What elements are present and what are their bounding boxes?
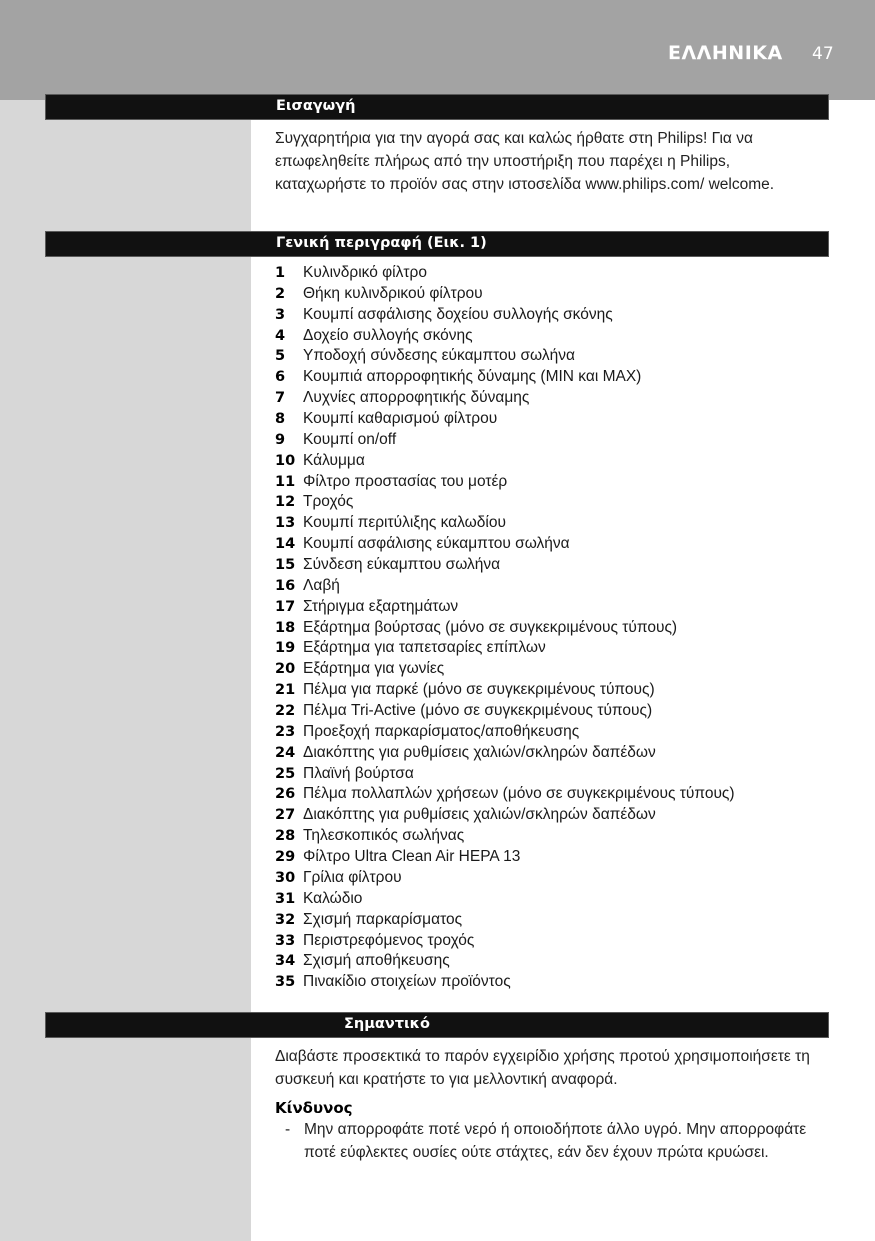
part-label: Θήκη κυλινδρικού φίλτρου [303,284,483,302]
part-label: Καλώδιο [303,889,363,907]
part-label: Πινακίδιο στοιχείων προϊόντος [303,973,511,991]
part-list-item [275,868,735,889]
part-number: 3 [275,306,286,323]
part-list-item [275,367,735,388]
part-number: 22 [275,703,296,720]
part-label: Κυλινδρικό φίλτρο [303,264,427,281]
part-number: 1 [275,265,286,281]
part-number: 7 [275,390,286,407]
part-list-item [275,951,735,972]
section-bar-general-description [45,231,829,257]
part-number: 2 [275,285,286,302]
part-list-item [275,764,735,785]
part-list-item [275,492,735,513]
part-list-item [275,847,735,868]
part-list-item [275,910,735,931]
part-list-item [275,305,735,326]
parts-list [275,263,735,993]
part-list-item [275,743,735,764]
part-label: Σχισμή αποθήκευσης [303,952,450,970]
part-list-item [275,701,735,722]
part-number: 33 [275,932,296,949]
part-label: Διακόπτης για ρυθμίσεις χαλιών/σκληρών δαπέδων [303,806,656,824]
part-label: Λαβή [303,576,340,594]
part-number: 30 [275,869,296,886]
part-list-item [275,576,735,597]
part-label: Περιστρεφόμενος τροχός [303,931,475,949]
part-list-item [275,722,735,743]
part-label: Κουμπιά απορροφητικής δύναμης (MIN και MAX) [303,368,642,386]
part-list-item [275,555,735,576]
part-label: Εξάρτημα για ταπετσαρίες επίπλων [303,639,546,657]
part-number: 29 [275,849,296,866]
part-number: 25 [275,765,296,782]
part-number: 13 [275,515,296,532]
section-title-intro: Εισαγωγή [276,98,356,114]
part-number: 4 [275,327,286,344]
part-number: 14 [275,536,296,553]
part-number: 11 [275,473,296,490]
part-number: 9 [275,431,286,448]
part-label: Δοχείο συλλογής σκόνης [303,326,473,344]
part-number: 10 [275,452,296,469]
part-label: Φίλτρο Ultra Clean Air HEPA 13 [303,848,521,866]
bullet-dash: - [285,1121,291,1138]
part-list-item [275,388,735,409]
part-number: 24 [275,744,296,761]
part-label: Πέλμα για παρκέ (μόνο σε συγκεκριμένους τύπους) [303,681,655,699]
part-label: Γρίλια φίλτρου [303,868,402,886]
part-list-item [275,597,735,618]
part-number: 28 [275,828,296,845]
part-label: Κουμπί on/off [303,430,397,448]
part-number: 20 [275,661,296,678]
section-title-general-description: Γενική περιγραφή (Εικ. 1) [276,235,487,251]
part-list-item [275,472,735,493]
part-list-item [275,346,735,367]
part-label: Υποδοχή σύνδεσης εύκαμπτου σωλήνα [303,347,575,365]
part-list-item [275,618,735,639]
part-label: Πέλμα πολλαπλών χρήσεων (μόνο σε συγκεκριμένους τύπους) [303,785,735,803]
part-list-item [275,826,735,847]
part-label: Πλαϊνή βούρτσα [303,764,414,782]
part-list-item [275,326,735,347]
intro-paragraph: Συγχαρητήρια για την αγορά σας και καλώς ήρθατε στη Philips! Για να επωφεληθείτε πλήρως από την υποστήριξη που παρέχει η Philips, καταχωρήστε το προϊόν σας στην ιστοσελίδα www.philips.com/ welcome. [275,130,775,193]
part-label: Κουμπί περιτύλιξης καλωδίου [303,514,506,532]
part-number: 34 [275,953,296,970]
part-number: 21 [275,682,296,699]
part-label: Κουμπί ασφάλισης εύκαμπτου σωλήνα [303,535,570,553]
part-label: Φίλτρο προστασίας του μοτέρ [303,472,508,490]
part-label: Κουμπί καθαρισμού φίλτρου [303,410,498,428]
part-number: 32 [275,911,296,928]
part-list-item [275,534,735,555]
part-number: 23 [275,723,296,740]
left-margin-column [0,100,251,1241]
page-number: 47 [812,44,834,64]
part-list-item [275,409,735,430]
part-number: 35 [275,974,296,991]
part-label: Τροχός [303,493,354,511]
part-list-item [275,263,735,284]
part-number: 18 [275,619,296,636]
part-number: 27 [275,807,296,824]
part-list-item [275,513,735,534]
part-label: Προεξοχή παρκαρίσματος/αποθήκευσης [303,722,580,740]
section-bar-important [45,1012,829,1038]
part-list-item [275,805,735,826]
part-number: 5 [275,348,286,365]
danger-heading: Κίνδυνος [275,1099,353,1117]
part-number: 15 [275,557,296,574]
part-list-item [275,638,735,659]
part-list-item [275,451,735,472]
danger-bullet-text: Μην απορροφάτε ποτέ νερό ή οποιοδήποτε άλλο υγρό. Μην απορροφάτε ποτέ εύφλεκτες ουσίες ούτε στάχτες, εάν δεν έχουν πρώτα κρυώσει. [304,1121,807,1161]
part-label: Διακόπτης για ρυθμίσεις χαλιών/σκληρών δαπέδων [303,743,656,761]
part-number: 6 [275,369,286,386]
part-label: Κάλυμμα [303,451,365,469]
part-label: Εξάρτημα για γωνίες [303,660,445,678]
part-number: 19 [275,640,296,657]
part-number: 31 [275,890,296,907]
part-label: Εξάρτημα βούρτσας (μόνο σε συγκεκριμένους τύπους) [303,618,678,636]
part-list-item [275,889,735,910]
danger-bullet-item [275,1118,820,1164]
part-number: 26 [275,786,296,803]
important-paragraph: Διαβάστε προσεκτικά το παρόν εγχειρίδιο χρήσης προτού χρησιμοποιήσετε τη συσκευή και κρατήστε το για μελλοντική αναφορά. [275,1048,810,1088]
part-label: Σχισμή παρκαρίσματος [303,910,463,928]
part-list-item [275,659,735,680]
part-label: Πέλμα Tri-Active (μόνο σε συγκεκριμένους τύπους) [303,702,653,720]
part-label: Τηλεσκοπικός σωλήνας [303,827,465,845]
part-label: Κουμπί ασφάλισης δοχείου συλλογής σκόνης [303,305,613,323]
part-number: 16 [275,577,296,594]
section-title-important: Σημαντικό [344,1016,430,1032]
part-list-item [275,680,735,701]
part-number: 8 [275,411,286,428]
part-list-item [275,784,735,805]
part-label: Στήριγμα εξαρτημάτων [303,597,459,615]
part-label: Σύνδεση εύκαμπτου σωλήνα [303,556,501,574]
part-list-item [275,972,735,993]
language-label: ΕΛΛΗΝΙΚΑ [668,42,783,64]
part-number: 17 [275,598,296,615]
part-list-item [275,931,735,952]
part-label: Λυχνίες απορροφητικής δύναμης [303,389,530,407]
part-list-item [275,430,735,451]
section-bar-intro [45,94,829,120]
part-number: 12 [275,494,296,511]
part-list-item [275,284,735,305]
